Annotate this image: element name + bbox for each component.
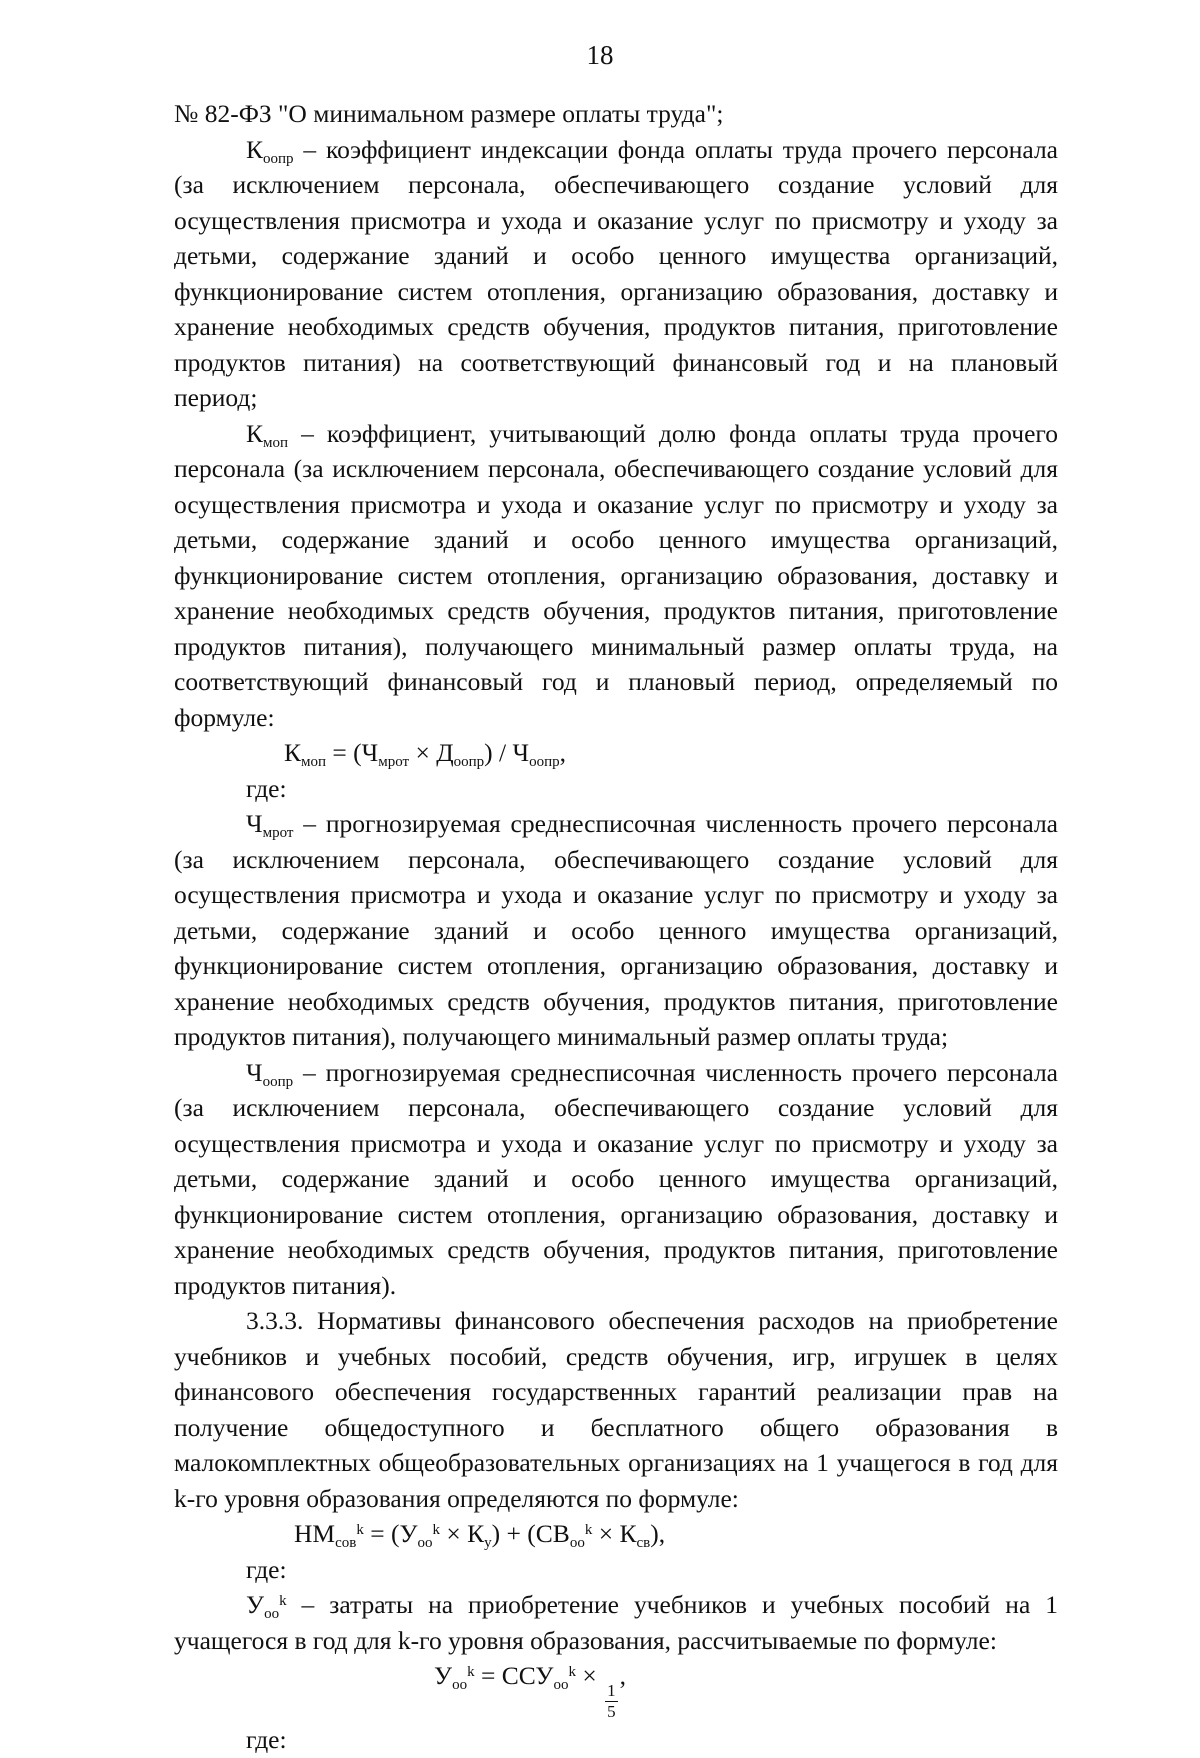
definition-text: – прогнозируемая среднесписочная численность прочего персонала (за исключением персонала, обеспечивающего создание условий для осуществления присмотра и ухода и оказание услуг по присмотру и уходу за детьми, содержание зданий и особо ценного имущества организаций, функционирование систем отопления, организацию образования, доставку и хранение необходимых средств обучения, продуктов питания, приготовление продуктов питания). xyxy=(174,1057,1058,1300)
document-body xyxy=(174,96,1058,1758)
symbol-subscript: моп xyxy=(263,434,289,451)
page-number: 18 xyxy=(586,40,614,70)
paragraph-chmrot-definition xyxy=(174,806,1058,1055)
formula-uoo: $У_{оо}^k = ССУ_{оо}^k$ × $\frac{1}{5}$ , xyxy=(434,1661,626,1721)
where-label: где: xyxy=(246,1554,287,1584)
symbol-superscript: k xyxy=(279,1593,287,1609)
paragraph-law-reference: № 82-ФЗ "О минимальном размере оплаты труда"; xyxy=(174,99,724,128)
where-label: где: xyxy=(246,773,287,803)
definition-text: – затраты на приобретение учебников и учебных пособий на 1 учащегося в год для k-го уровня образования, рассчитываемые по формуле: xyxy=(174,1590,1058,1655)
symbol-subscript: оопр xyxy=(263,150,294,167)
paragraph-section-3-3-3: 3.3.3. Нормативы финансового обеспечения расходов на приобретение учебников и учебных пособий, средств обучения, игр, игрушек в целях финансового обеспечения государственных гарантий реализации прав на получение общедоступного и бесплатного общего образования в малокомплектных общеобразовательных организациях на 1 учащегося в год для k-го уровня образования определяются по формуле: xyxy=(174,1306,1058,1513)
definition-text: – прогнозируемая среднесписочная численность прочего персонала (за исключением персонала, обеспечивающего создание условий для осуществления присмотра и ухода и оказание услуг по присмотру и уходу за детьми, содержание зданий и особо ценного имущества организаций, функционирование систем отопления, организацию образования, доставку и хранение необходимых средств обучения, продуктов питания, приготовление продуктов питания), получающего минимальный размер оплаты труда; xyxy=(174,809,1058,1051)
formula-kmop: $К_{моп} = (Ч_{мрот} \times Д_{оопр}) / Ч_{оопр}$, xyxy=(284,738,566,770)
symbol: К xyxy=(246,134,264,164)
symbol-subscript: оопр xyxy=(262,1073,294,1090)
fraction xyxy=(605,1681,618,1722)
symbol-subscript: оо xyxy=(264,1606,280,1622)
paragraph-koopr-definition xyxy=(174,132,1058,416)
paragraph-choopr-definition xyxy=(174,1055,1058,1304)
symbol: Ч xyxy=(246,1057,263,1087)
symbol: У xyxy=(246,1590,265,1619)
symbol: К xyxy=(246,418,264,448)
formula-nmsov: $НМ_{сов}^k = (У_{оо}^k \times К_у) + (СВ_{оо}^k \times К_{св})$, xyxy=(294,1519,666,1551)
symbol-subscript: мрот xyxy=(262,825,294,841)
where-label: где: xyxy=(246,1725,287,1754)
definition-text: – коэффициент индексации фонда оплаты труда прочего персонала (за исключением персонала, обеспечивающего создание условий для осуществления присмотра и ухода и оказание услуг по присмотру и уходу за детьми, содержание зданий и особо ценного имущества организаций, функционирование систем отопления, организацию образования, доставку и хранение необходимых средств обучения, продуктов питания, приготовление продуктов питания) на соответствующий финансовый год и на плановый период; xyxy=(174,134,1058,412)
fraction-denominator: 5 xyxy=(607,1702,616,1721)
symbol: Ч xyxy=(246,809,263,838)
fraction-numerator: 1 xyxy=(607,1681,616,1700)
paragraph-uoo-definition xyxy=(174,1587,1058,1658)
paragraph-kmop-definition xyxy=(174,416,1058,736)
definition-text: – коэффициент, учитывающий долю фонда оплаты труда прочего персонала (за исключением персонала, обеспечивающего создание условий для осуществления присмотра и ухода и оказание услуг по присмотру и уходу за детьми, содержание зданий и особо ценного имущества организаций, функционирование систем отопления, организацию образования, доставку и хранение необходимых средств обучения, продуктов питания, приготовление продуктов питания), получающего минимальный размер оплаты труда, на соответствующий финансовый год и плановый период, определяемый по формуле: xyxy=(174,418,1058,732)
